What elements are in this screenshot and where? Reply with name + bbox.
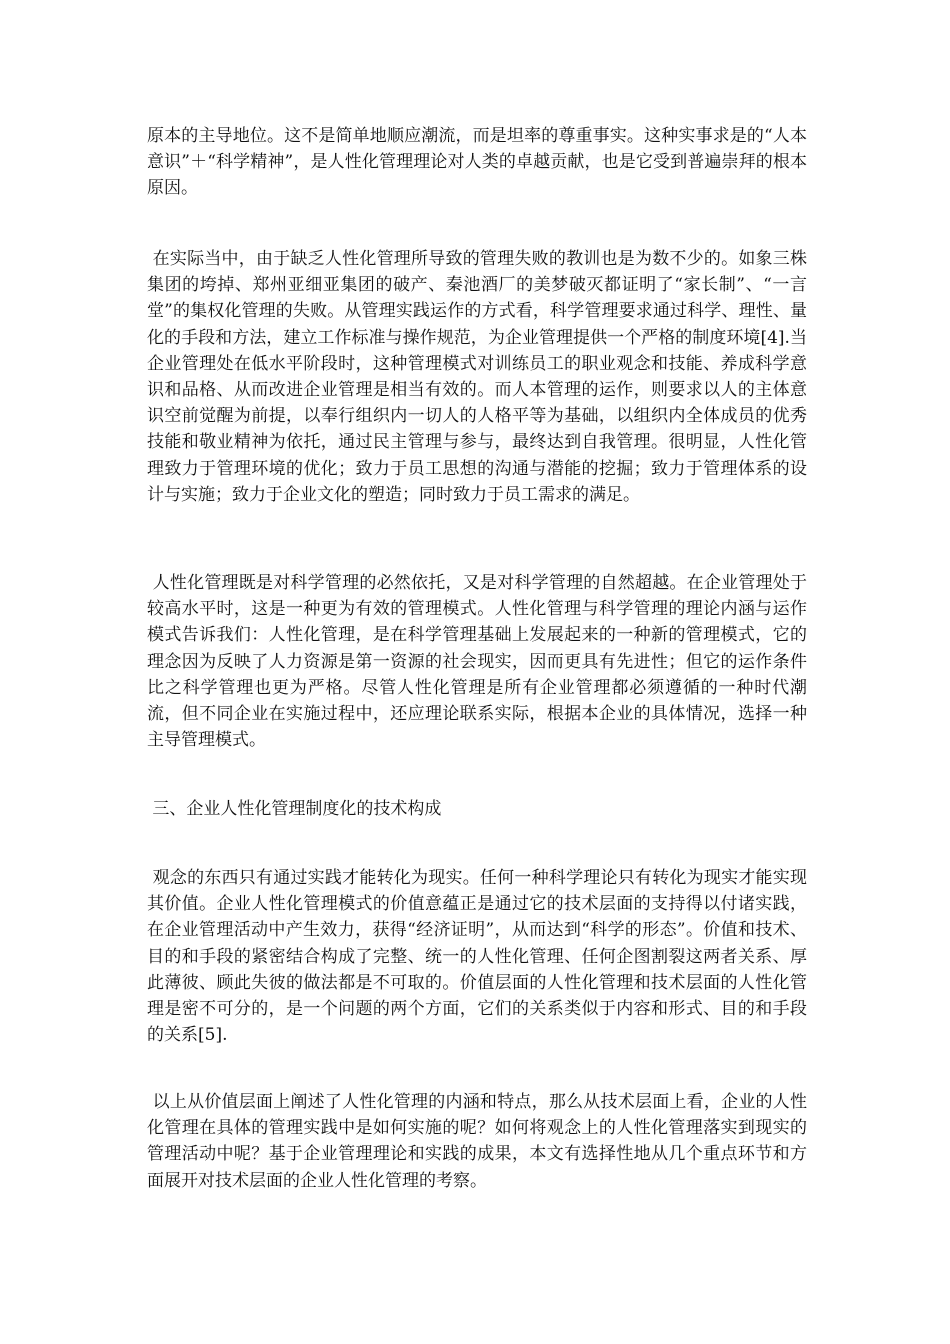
section-heading: 三、企业人性化管理制度化的技术构成	[147, 799, 442, 819]
paragraph-5: 以上从价值层面上阐述了人性化管理的内涵和特点，那么从技术层面上看，企业的人性化管理在具体的管理实践中是如何实施的呢？如何将观念上的人性化管理落实到现实的管理活动中呢？基于企业管理理论和实践的成果，本文有选择性地从几个重点环节和方面展开对技术层面的企业人性化管理的考察。	[147, 1092, 808, 1191]
paragraph-1: 原本的主导地位。这不是简单地顺应潮流，而是坦率的尊重事实。这种实事求是的“人本意识”＋“科学精神”，是人性化管理理论对人类的卓越贡献，也是它受到普遍崇拜的根本原因。	[147, 126, 807, 199]
paragraph-2: 在实际当中，由于缺乏人性化管理所导致的管理失败的教训也是为数不少的。如象三株集团的垮掉、郑州亚细亚集团的破产、秦池酒厂的美梦破灭都证明了“家长制”、“一言堂”的集权化管理的失败。从管理实践运作的方式看，科学管理要求通过科学、理性、量化的手段和方法，建立工作标准与操作规范，为企业管理提供一个严格的制度环境[4].当企业管理处在低水平阶段时，这种管理模式对训练员工的职业观念和技能、养成科学意识和品格、从而改进企业管理是相当有效的。而人本管理的运作，则要求以人的主体意识空前觉醒为前提，以奉行组织内一切人的人格平等为基础，以组织内全体成员的优秀技能和敬业精神为依托，通过民主管理与参与，最终达到自我管理。很明显，人性化管理致力于管理环境的优化；致力于员工思想的沟通与潜能的挖掘；致力于管理体系的设计与实施；致力于企业文化的塑造；同时致力于员工需求的满足。	[147, 249, 808, 505]
paragraph-4: 观念的东西只有通过实践才能转化为现实。任何一种科学理论只有转化为现实才能实现其价值。企业人性化管理模式的价值意蕴正是通过它的技术层面的支持得以付诸实践，在企业管理活动中产生效力，获得“经济证明”，从而达到“科学的形态”。价值和技术、目的和手段的紧密结合构成了完整、统一的人性化管理、任何企图割裂这两者关系、厚此薄彼、顾此失彼的做法都是不可取的。价值层面的人性化管理和技术层面的人性化管理是密不可分的，是一个问题的两个方面，它们的关系类似于内容和形式、目的和手段的关系[5].	[147, 868, 808, 1046]
paragraph-3: 人性化管理既是对科学管理的必然依托，又是对科学管理的自然超越。在企业管理处于较高水平时，这是一种更为有效的管理模式。人性化管理与科学管理的理论内涵与运作模式告诉我们：人性化管理，是在科学管理基础上发展起来的一种新的管理模式，它的理念因为反映了人力资源是第一资源的社会现实，因而更具有先进性；但它的运作条件比之科学管理也更为严格。尽管人性化管理是所有企业管理都必须遵循的一种时代潮流，但不同企业在实施过程中，还应理论联系实际，根据本企业的具体情况，选择一种主导管理模式。	[147, 573, 808, 751]
